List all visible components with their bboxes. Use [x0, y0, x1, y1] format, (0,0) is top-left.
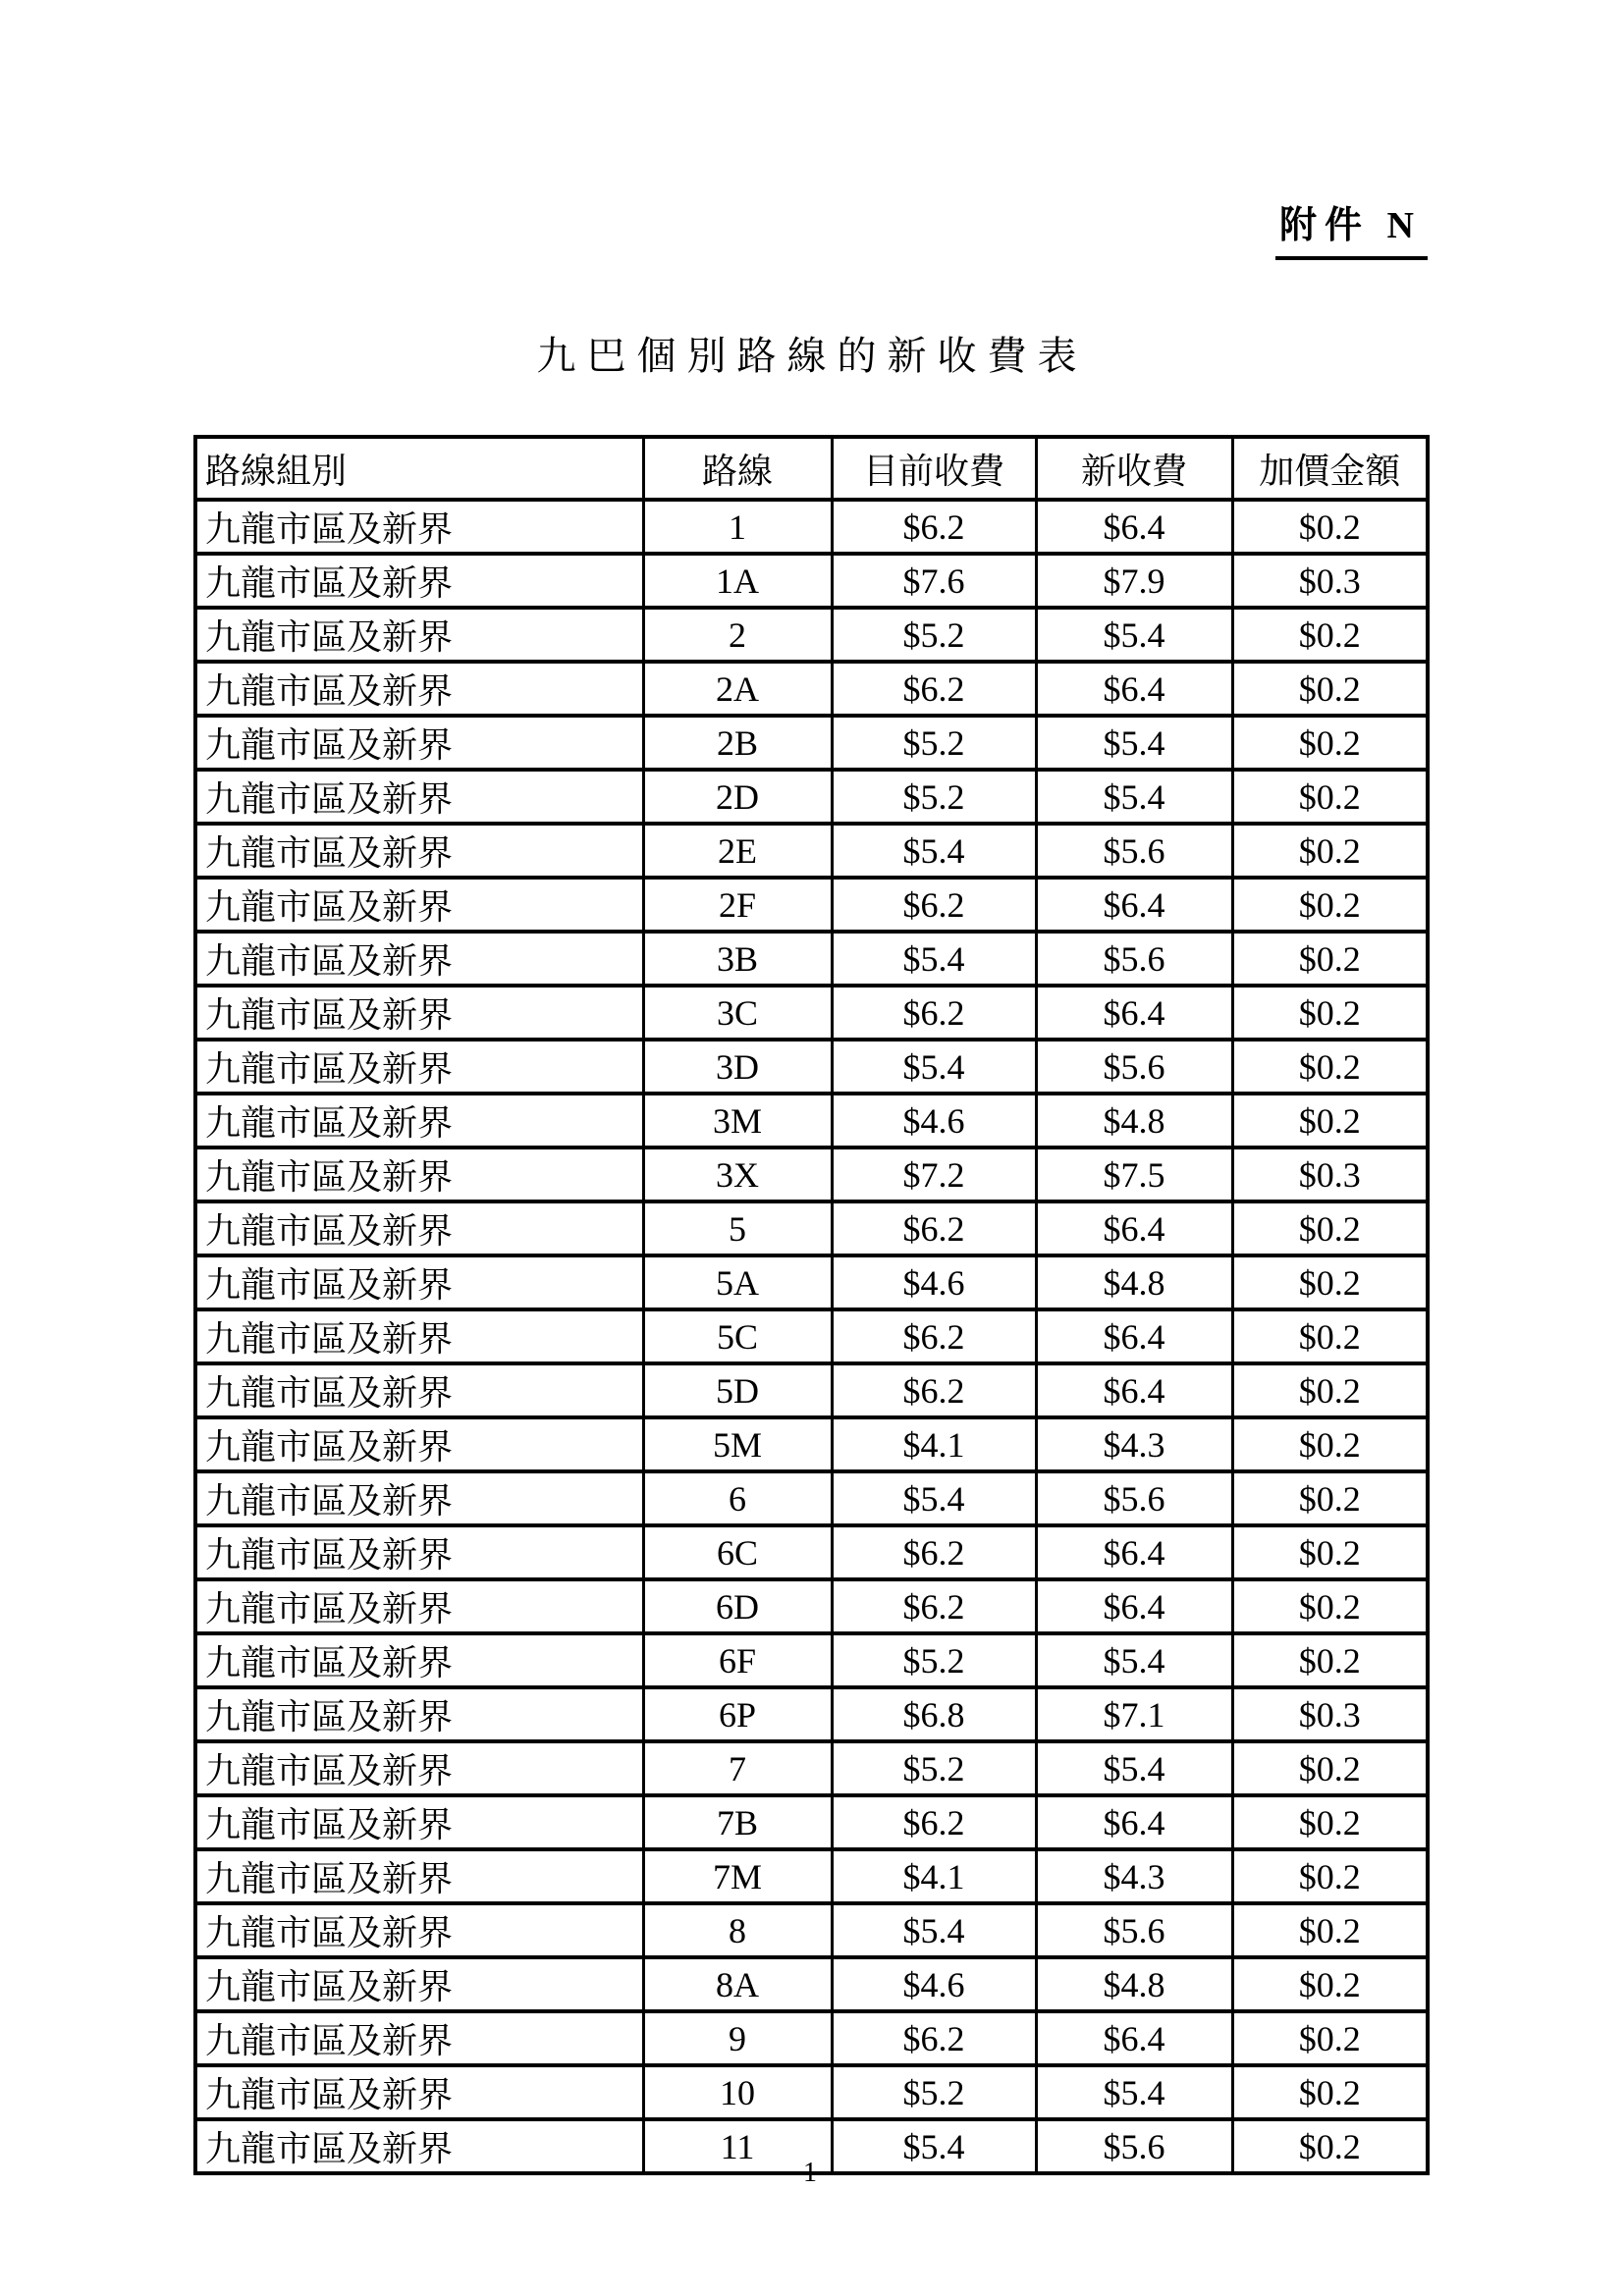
cell-current-fare: $4.1 [832, 1417, 1036, 1471]
cell-increase-amount: $0.2 [1232, 1849, 1428, 1903]
cell-route-group: 九龍市區及新界 [195, 1903, 643, 1957]
cell-increase-amount: $0.2 [1232, 878, 1428, 932]
cell-current-fare: $5.2 [832, 1741, 1036, 1795]
cell-new-fare: $6.4 [1036, 1309, 1232, 1363]
cell-route: 2E [643, 824, 832, 878]
cell-route: 3D [643, 1040, 832, 1094]
appendix-label: 附件 N [1275, 194, 1428, 260]
cell-increase-amount: $0.2 [1232, 1471, 1428, 1525]
cell-increase-amount: $0.2 [1232, 1309, 1428, 1363]
cell-current-fare: $5.4 [832, 1903, 1036, 1957]
cell-route-group: 九龍市區及新界 [195, 1741, 643, 1795]
cell-route: 2F [643, 878, 832, 932]
table-row [195, 554, 1428, 608]
cell-route: 11 [643, 2119, 832, 2173]
cell-increase-amount: $0.2 [1232, 1903, 1428, 1957]
cell-route-group: 九龍市區及新界 [195, 2011, 643, 2065]
table-row [195, 770, 1428, 824]
cell-increase-amount: $0.2 [1232, 1040, 1428, 1094]
cell-new-fare: $5.6 [1036, 932, 1232, 986]
cell-new-fare: $5.6 [1036, 1903, 1232, 1957]
fare-table-header [195, 437, 1428, 500]
cell-route-group: 九龍市區及新界 [195, 1417, 643, 1471]
cell-route-group: 九龍市區及新界 [195, 1255, 643, 1309]
cell-current-fare: $6.2 [832, 1525, 1036, 1579]
table-header-row [195, 437, 1428, 500]
cell-current-fare: $6.2 [832, 2011, 1036, 2065]
fare-table [193, 435, 1430, 2175]
cell-current-fare: $4.6 [832, 1094, 1036, 1148]
table-row [195, 1957, 1428, 2011]
table-row [195, 716, 1428, 770]
cell-current-fare: $5.4 [832, 932, 1036, 986]
cell-new-fare: $6.4 [1036, 878, 1232, 932]
cell-new-fare: $5.6 [1036, 2119, 1232, 2173]
cell-current-fare: $5.2 [832, 770, 1036, 824]
table-row [195, 1849, 1428, 1903]
table-row [195, 1633, 1428, 1687]
cell-current-fare: $5.4 [832, 824, 1036, 878]
cell-current-fare: $6.2 [832, 500, 1036, 554]
cell-increase-amount: $0.2 [1232, 986, 1428, 1040]
cell-increase-amount: $0.2 [1232, 1363, 1428, 1417]
cell-new-fare: $5.4 [1036, 2065, 1232, 2119]
cell-new-fare: $4.8 [1036, 1957, 1232, 2011]
document-title: 九巴個別路線的新收費表 [536, 334, 1088, 378]
cell-route-group: 九龍市區及新界 [195, 500, 643, 554]
cell-new-fare: $7.5 [1036, 1148, 1232, 1201]
cell-current-fare: $6.2 [832, 986, 1036, 1040]
cell-current-fare: $5.4 [832, 1040, 1036, 1094]
cell-current-fare: $6.2 [832, 1795, 1036, 1849]
cell-route-group: 九龍市區及新界 [195, 2065, 643, 2119]
cell-increase-amount: $0.2 [1232, 1795, 1428, 1849]
cell-route: 6P [643, 1687, 832, 1741]
cell-current-fare: $5.2 [832, 608, 1036, 662]
cell-route: 8 [643, 1903, 832, 1957]
cell-current-fare: $5.2 [832, 716, 1036, 770]
cell-new-fare: $5.6 [1036, 1471, 1232, 1525]
cell-increase-amount: $0.2 [1232, 1633, 1428, 1687]
cell-current-fare: $6.2 [832, 878, 1036, 932]
cell-route: 9 [643, 2011, 832, 2065]
cell-route-group: 九龍市區及新界 [195, 932, 643, 986]
cell-current-fare: $7.2 [832, 1148, 1036, 1201]
cell-current-fare: $6.2 [832, 1309, 1036, 1363]
column-header-route: 路線 [643, 437, 832, 500]
cell-increase-amount: $0.2 [1232, 1255, 1428, 1309]
cell-route: 6D [643, 1579, 832, 1633]
cell-route: 3X [643, 1148, 832, 1201]
cell-current-fare: $5.4 [832, 1471, 1036, 1525]
cell-increase-amount: $0.3 [1232, 1148, 1428, 1201]
cell-route: 5M [643, 1417, 832, 1471]
table-row [195, 1040, 1428, 1094]
table-row [195, 1471, 1428, 1525]
cell-increase-amount: $0.2 [1232, 1525, 1428, 1579]
cell-route-group: 九龍市區及新界 [195, 554, 643, 608]
cell-new-fare: $6.4 [1036, 1363, 1232, 1417]
cell-new-fare: $5.4 [1036, 1633, 1232, 1687]
cell-new-fare: $4.3 [1036, 1417, 1232, 1471]
cell-increase-amount: $0.2 [1232, 1201, 1428, 1255]
table-row [195, 608, 1428, 662]
cell-route: 5D [643, 1363, 832, 1417]
cell-new-fare: $5.4 [1036, 770, 1232, 824]
cell-increase-amount: $0.2 [1232, 824, 1428, 878]
cell-current-fare: $6.2 [832, 1363, 1036, 1417]
cell-increase-amount: $0.2 [1232, 932, 1428, 986]
cell-route-group: 九龍市區及新界 [195, 1471, 643, 1525]
cell-route: 2B [643, 716, 832, 770]
cell-increase-amount: $0.2 [1232, 1579, 1428, 1633]
cell-route-group: 九龍市區及新界 [195, 2119, 643, 2173]
cell-route-group: 九龍市區及新界 [195, 1957, 643, 2011]
cell-route: 10 [643, 2065, 832, 2119]
cell-route: 2D [643, 770, 832, 824]
table-row [195, 1903, 1428, 1957]
cell-new-fare: $6.4 [1036, 986, 1232, 1040]
cell-new-fare: $6.4 [1036, 662, 1232, 716]
table-row [195, 500, 1428, 554]
table-row [195, 824, 1428, 878]
cell-increase-amount: $0.3 [1232, 1687, 1428, 1741]
cell-route-group: 九龍市區及新界 [195, 1687, 643, 1741]
cell-new-fare: $6.4 [1036, 2011, 1232, 2065]
table-row [195, 1255, 1428, 1309]
cell-route-group: 九龍市區及新界 [195, 1201, 643, 1255]
cell-route: 1A [643, 554, 832, 608]
cell-route: 3M [643, 1094, 832, 1148]
table-row [195, 2011, 1428, 2065]
cell-new-fare: $7.1 [1036, 1687, 1232, 1741]
column-header-new-fare: 新收費 [1036, 437, 1232, 500]
cell-route-group: 九龍市區及新界 [195, 1094, 643, 1148]
cell-new-fare: $5.4 [1036, 716, 1232, 770]
cell-current-fare: $6.8 [832, 1687, 1036, 1741]
cell-route-group: 九龍市區及新界 [195, 1148, 643, 1201]
cell-route-group: 九龍市區及新界 [195, 1040, 643, 1094]
table-row [195, 1148, 1428, 1201]
cell-route: 3C [643, 986, 832, 1040]
cell-current-fare: $5.2 [832, 2065, 1036, 2119]
page-number: – 1 – [775, 2158, 849, 2188]
table-row [195, 1579, 1428, 1633]
table-row [195, 1795, 1428, 1849]
cell-route: 7 [643, 1741, 832, 1795]
cell-route: 5 [643, 1201, 832, 1255]
table-row [195, 1417, 1428, 1471]
cell-increase-amount: $0.2 [1232, 1094, 1428, 1148]
cell-route: 2A [643, 662, 832, 716]
cell-route: 5C [643, 1309, 832, 1363]
table-row [195, 1687, 1428, 1741]
column-header-route-group: 路線組別 [195, 437, 643, 500]
table-row [195, 878, 1428, 932]
cell-route: 8A [643, 1957, 832, 2011]
cell-route: 3B [643, 932, 832, 986]
cell-route-group: 九龍市區及新界 [195, 986, 643, 1040]
cell-current-fare: $6.2 [832, 1579, 1036, 1633]
cell-current-fare: $4.6 [832, 1957, 1036, 2011]
cell-new-fare: $5.6 [1036, 1040, 1232, 1094]
cell-new-fare: $6.4 [1036, 1795, 1232, 1849]
table-row [195, 1741, 1428, 1795]
cell-increase-amount: $0.2 [1232, 662, 1428, 716]
cell-new-fare: $5.4 [1036, 608, 1232, 662]
cell-increase-amount: $0.2 [1232, 716, 1428, 770]
cell-route-group: 九龍市區及新界 [195, 608, 643, 662]
column-header-increase-amount: 加價金額 [1232, 437, 1428, 500]
cell-route-group: 九龍市區及新界 [195, 878, 643, 932]
cell-current-fare: $7.6 [832, 554, 1036, 608]
cell-route-group: 九龍市區及新界 [195, 1363, 643, 1417]
cell-increase-amount: $0.3 [1232, 554, 1428, 608]
cell-new-fare: $6.4 [1036, 1579, 1232, 1633]
cell-increase-amount: $0.2 [1232, 1741, 1428, 1795]
cell-route-group: 九龍市區及新界 [195, 716, 643, 770]
cell-route: 6 [643, 1471, 832, 1525]
table-row [195, 1309, 1428, 1363]
cell-route: 6C [643, 1525, 832, 1579]
table-row [195, 932, 1428, 986]
cell-route: 6F [643, 1633, 832, 1687]
cell-current-fare: $5.4 [832, 2119, 1036, 2173]
table-row [195, 1094, 1428, 1148]
cell-new-fare: $6.4 [1036, 1201, 1232, 1255]
cell-current-fare: $4.1 [832, 1849, 1036, 1903]
cell-current-fare: $5.2 [832, 1633, 1036, 1687]
cell-route-group: 九龍市區及新界 [195, 824, 643, 878]
cell-route-group: 九龍市區及新界 [195, 1309, 643, 1363]
table-row [195, 986, 1428, 1040]
cell-new-fare: $4.8 [1036, 1255, 1232, 1309]
cell-new-fare: $6.4 [1036, 1525, 1232, 1579]
cell-route: 7B [643, 1795, 832, 1849]
cell-route-group: 九龍市區及新界 [195, 1795, 643, 1849]
cell-increase-amount: $0.2 [1232, 500, 1428, 554]
cell-route-group: 九龍市區及新界 [195, 1579, 643, 1633]
table-row [195, 2065, 1428, 2119]
cell-increase-amount: $0.2 [1232, 2065, 1428, 2119]
cell-route-group: 九龍市區及新界 [195, 1525, 643, 1579]
column-header-current-fare: 目前收費 [832, 437, 1036, 500]
cell-current-fare: $6.2 [832, 1201, 1036, 1255]
cell-increase-amount: $0.2 [1232, 770, 1428, 824]
cell-route: 7M [643, 1849, 832, 1903]
cell-increase-amount: $0.2 [1232, 608, 1428, 662]
table-row [195, 662, 1428, 716]
cell-new-fare: $4.3 [1036, 1849, 1232, 1903]
cell-current-fare: $4.6 [832, 1255, 1036, 1309]
cell-route: 2 [643, 608, 832, 662]
table-row [195, 1201, 1428, 1255]
table-row [195, 1525, 1428, 1579]
cell-route-group: 九龍市區及新界 [195, 1849, 643, 1903]
cell-increase-amount: $0.2 [1232, 1417, 1428, 1471]
table-row [195, 1363, 1428, 1417]
cell-increase-amount: $0.2 [1232, 2011, 1428, 2065]
cell-current-fare: $6.2 [832, 662, 1036, 716]
cell-new-fare: $6.4 [1036, 500, 1232, 554]
cell-route-group: 九龍市區及新界 [195, 662, 643, 716]
cell-route-group: 九龍市區及新界 [195, 770, 643, 824]
cell-new-fare: $5.4 [1036, 1741, 1232, 1795]
cell-increase-amount: $0.2 [1232, 2119, 1428, 2173]
cell-new-fare: $4.8 [1036, 1094, 1232, 1148]
cell-increase-amount: $0.2 [1232, 1957, 1428, 2011]
cell-new-fare: $5.6 [1036, 824, 1232, 878]
fare-table-body [195, 500, 1428, 2173]
cell-route: 5A [643, 1255, 832, 1309]
cell-route-group: 九龍市區及新界 [195, 1633, 643, 1687]
cell-new-fare: $7.9 [1036, 554, 1232, 608]
cell-route: 1 [643, 500, 832, 554]
